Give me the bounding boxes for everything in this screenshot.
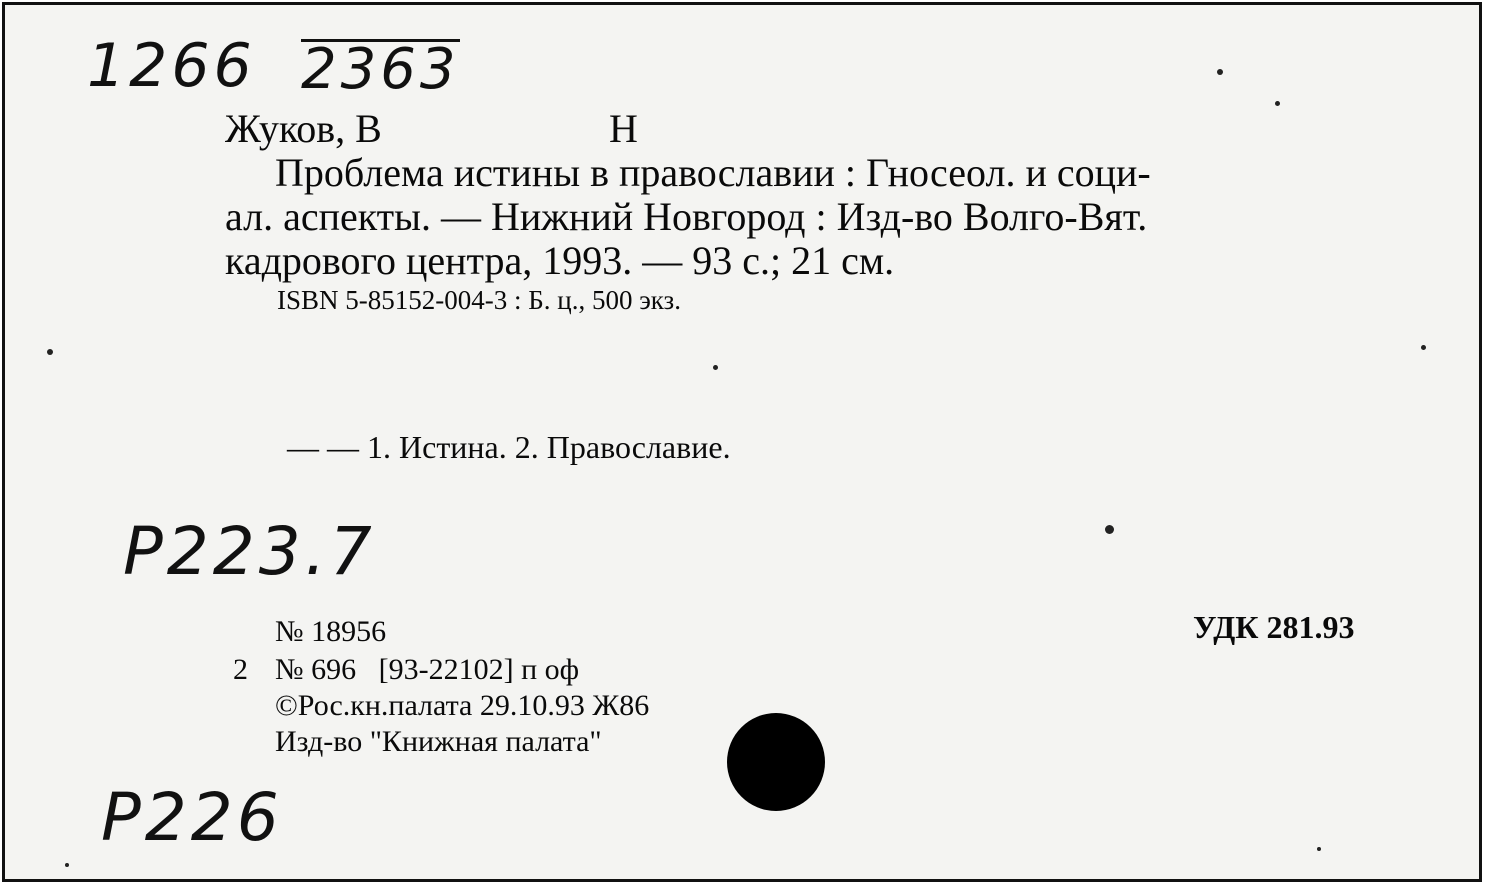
scan-speck [1105, 525, 1114, 534]
scan-speck [1421, 345, 1426, 350]
punch-hole [727, 713, 825, 811]
scan-speck [1275, 101, 1280, 106]
record-number: № 18956 [275, 615, 387, 648]
description-line-1: Проблема истины в православии : Гносеол. и соци- [275, 150, 1151, 195]
scan-speck [1217, 69, 1223, 75]
handwritten-code-top-left: 1266 [87, 31, 256, 101]
handwritten-code-bottom: Р226 [101, 779, 283, 856]
subject-headings: — — 1. Истина. 2. Православие. [287, 429, 731, 465]
scan-speck [1317, 847, 1321, 851]
description-line-3: кадрового центра, 1993. — 93 с.; 21 см. [225, 238, 895, 283]
side-mark: 2 [233, 653, 248, 686]
order-line: № 696 [93-22102] п оф [275, 653, 580, 686]
description-line-2: ал. аспекты. — Нижний Новгород : Изд-во Волго-Вят. [225, 194, 1148, 239]
scan-speck [47, 349, 53, 355]
publisher-line: Изд-во "Книжная палата" [275, 725, 602, 758]
author-surname: Жуков, В [225, 106, 382, 151]
isbn-line: ISBN 5-85152-004-3 : Б. ц., 500 экз. [277, 285, 681, 315]
copyright-line: ©Рос.кн.палата 29.10.93 Ж86 [275, 689, 650, 722]
handwritten-classification: Р223.7 [123, 513, 376, 590]
handwritten-code-top-right: 2363 [301, 37, 460, 102]
udk-code: УДК 281.93 [1193, 609, 1355, 645]
scan-speck [65, 863, 69, 867]
catalog-card [2, 2, 1482, 882]
author-initial: Н [609, 106, 638, 151]
scan-speck [713, 365, 718, 370]
